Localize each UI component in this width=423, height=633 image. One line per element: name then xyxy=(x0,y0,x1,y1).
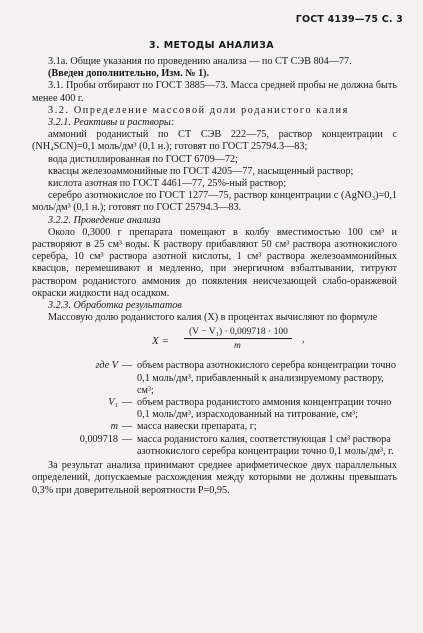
paragraph-3-2-3-title: 3.2.3. Обработка результатов xyxy=(48,300,182,312)
document-body xyxy=(32,56,397,497)
definition-symbol: V₁ xyxy=(108,397,118,409)
paragraph-3-2: 3.2. Определение массовой доли роданистого калия xyxy=(48,104,349,116)
fraction-bar xyxy=(184,338,292,339)
definition-dash: — xyxy=(122,397,133,409)
reagent-item: квасцы железоаммонийные по ГОСТ 4205—77, насыщенный раствор; xyxy=(48,165,354,177)
definition-dash: — xyxy=(122,360,133,372)
reagent-item: аммоний роданистый по СТ СЭВ 222—75, раствор концентрации c (NH₄SCN)=0,1 моль/дм³ (0,1 н.); готовят по ГОСТ 25794.3—83; xyxy=(32,129,397,153)
formula-numerator: (V − V₁) · 0,009718 · 100 xyxy=(189,327,288,338)
definition-text: объем раствора азотнокислого серебра концентрации точно 0,1 моль/дм³, прибавленный к анализируемому раствору, см³; xyxy=(137,360,396,396)
paragraph-result: За результат анализа принимают среднее арифметическое двух параллельных определений, допускаемые расхождения между которыми не должны превышать 0,3% при доверительной вероятности P=0,95. xyxy=(32,460,397,496)
definition-item xyxy=(32,360,397,397)
definition-item xyxy=(32,434,397,458)
formula-lhs: X = xyxy=(152,335,169,348)
paragraph-3-2-2-body: Около 0,3000 г препарата помещают в колбу вместимостью 100 см³ и растворяют в 25 см³ воды. К раствору прибавляют 50 см³ раствора азотнокислого серебра, 10 см³ раствора азотной кислоты, 1 см³ раствора железоаммонийных квасцов, перемешивают и медленно, при энергичном взбалтывании, титруют раствором роданистого аммония до появления неисчезающей слабо-оранжевой окраски жидкости над осадком. xyxy=(32,226,397,299)
definition-item xyxy=(32,421,397,433)
definition-symbol: m xyxy=(110,421,118,433)
definition-text: масса роданистого калия, соответствующая 1 см³ раствора азотнокислого серебра концентрации точно 0,1 моль/дм³, г. xyxy=(137,433,394,457)
definition-text: масса навески препарата, г; xyxy=(137,421,257,433)
section-title: 3. МЕТОДЫ АНАЛИЗА xyxy=(148,40,275,51)
paragraph-3-2-2-title: 3.2.2. Проведение анализа xyxy=(48,214,161,226)
reagent-item: серебро азотнокислое по ГОСТ 1277—75, раствор концентрации c (AgNO₃)=0,1 моль/дм³ (0,1 н.); готовят по ГОСТ 25794.3—83. xyxy=(32,190,397,214)
definition-dash: — xyxy=(122,433,133,445)
paragraph-3-2-3-body: Массовую долю роданистого калия (X) в процентах вычисляют по формуле xyxy=(48,312,378,324)
reagent-item: вода дистиллированная по ГОСТ 6709—72; xyxy=(48,153,238,165)
definition-text: объем раствора роданистого аммония концентрации точно 0,1 моль/дм³, израсходованный на титрование, см³; xyxy=(137,397,392,421)
formula xyxy=(32,326,397,356)
definitions-list xyxy=(32,360,397,458)
amendment-note: (Введен дополнительно, Изм. № 1). xyxy=(48,68,210,80)
paragraph-3-2-1-title: 3.2.1. Реактивы и растворы: xyxy=(48,117,175,129)
paragraph-3-1a: 3.1а. Общие указания по проведению анализа — по СТ СЭВ 804—77. xyxy=(48,56,352,67)
definition-symbol: 0,009718 xyxy=(79,433,118,445)
reagent-item: кислота азотная по ГОСТ 4461—77, 25%-ный раствор; xyxy=(48,178,287,190)
definition-symbol: где V xyxy=(95,360,118,372)
definition-dash: — xyxy=(122,421,133,433)
formula-tail: , xyxy=(302,334,305,346)
paragraph-3-1: 3.1. Пробы отбирают по ГОСТ 3885—73. Масса средней пробы не должна быть менее 400 г. xyxy=(32,80,397,104)
definition-item xyxy=(32,397,397,421)
formula-denominator: m xyxy=(234,341,241,352)
page-header: ГОСТ 4139—75 С. 3 xyxy=(295,14,403,25)
